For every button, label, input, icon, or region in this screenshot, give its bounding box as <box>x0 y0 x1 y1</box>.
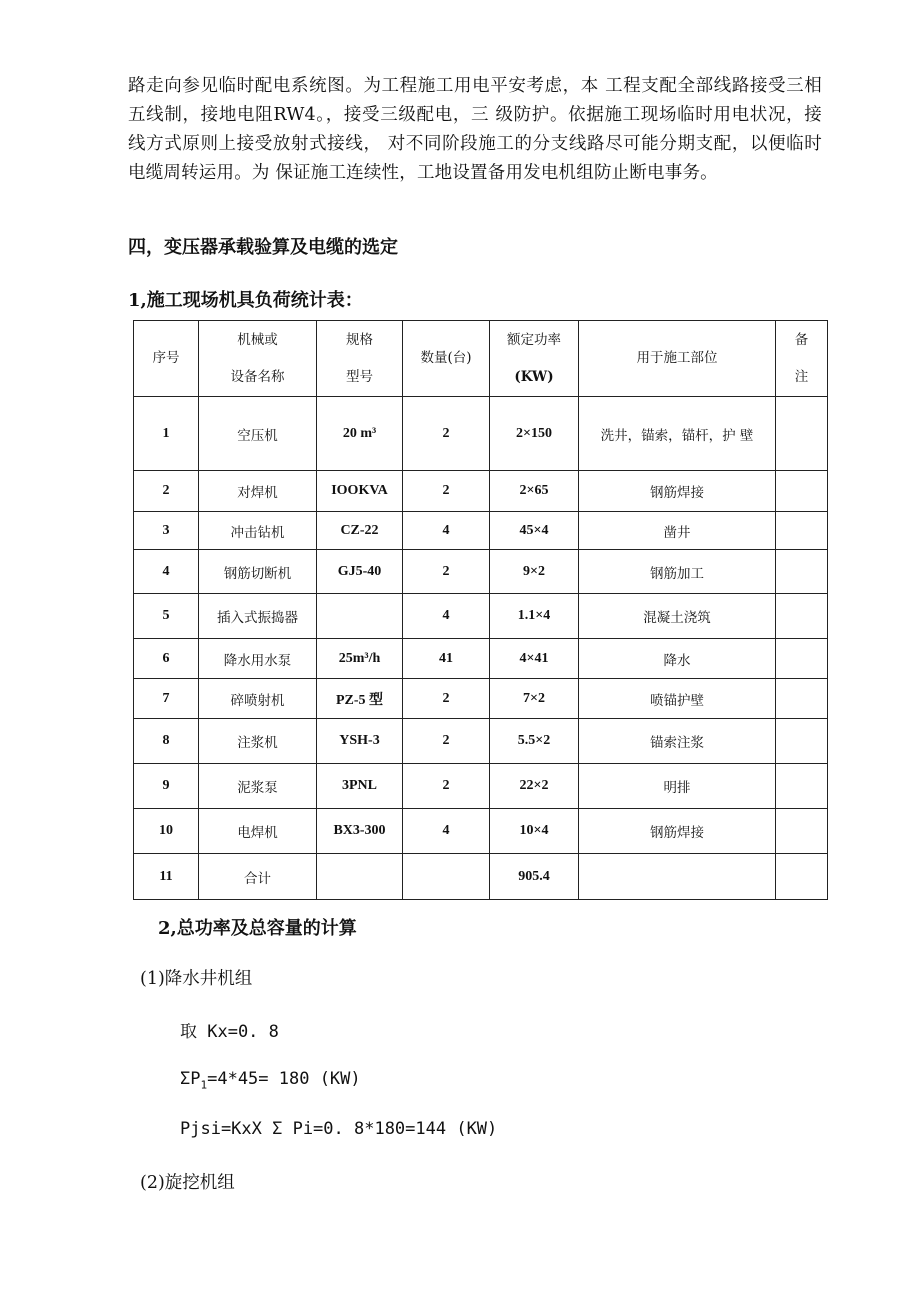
cell-name: 合计 <box>199 854 317 900</box>
cell-usage: 钢筋焊接 <box>579 471 776 512</box>
pjs-line: Pjsi=KxX Σ Pi=0. 8*180=144 (KW) <box>180 1119 498 1139</box>
table-row <box>134 679 828 719</box>
cell-spec: PZ-5 型 <box>317 679 403 719</box>
cell-usage: 凿井 <box>579 512 776 550</box>
sum-rest: =4*45= 180 (KW) <box>207 1069 361 1089</box>
cell-name: 空压机 <box>199 397 317 471</box>
cell-name: 碎喷射机 <box>199 679 317 719</box>
cell-spec: BX3-300 <box>317 809 403 854</box>
cell-usage: 降水 <box>579 639 776 679</box>
cell-qty: 2 <box>403 397 490 471</box>
cell-no: 7 <box>134 679 199 719</box>
table-row <box>134 764 828 809</box>
table-row <box>134 639 828 679</box>
table-row <box>134 397 828 471</box>
cell-qty: 2 <box>403 550 490 594</box>
cell-name: 泥浆泵 <box>199 764 317 809</box>
cell-no: 8 <box>134 719 199 764</box>
cell-no: 4 <box>134 550 199 594</box>
cell-no: 6 <box>134 639 199 679</box>
cell-usage: 明排 <box>579 764 776 809</box>
cell-usage: 锚索注浆 <box>579 719 776 764</box>
cell-remark <box>776 719 828 764</box>
cell-power: 1.1×4 <box>490 594 579 639</box>
cell-qty: 2 <box>403 719 490 764</box>
cell-power: 2×150 <box>490 397 579 471</box>
cell-spec: YSH-3 <box>317 719 403 764</box>
cell-remark <box>776 679 828 719</box>
cell-name: 电焊机 <box>199 809 317 854</box>
cell-power: 22×2 <box>490 764 579 809</box>
cell-name: 钢筋切断机 <box>199 550 317 594</box>
section-title: 四，变压器承载验算及电缆的选定 <box>128 237 398 258</box>
header-spec: 规格 型号 <box>317 321 403 397</box>
intro-paragraph: 路走向参见临时配电系统图。为工程施工用电平安考虑，本 工程支配全部线路接受三相五线制，接地电阻RW4。，接受三级配电，三 级防护。依据施工现场临时用电状况，接线方式原则上接受放射式接线， 对不同阶段施工的分支线路尽可能分期支配，以便临时电缆周转运用。为 保证施工连续性，工地设置备用发电机组防止断电事务。 <box>128 76 822 183</box>
equipment-load-table <box>133 320 828 900</box>
header-usage: 用于施工部位 <box>579 321 776 397</box>
header-remark: 备 注 <box>776 321 828 397</box>
table-row <box>134 512 828 550</box>
cell-name: 降水用水泵 <box>199 639 317 679</box>
cell-qty: 2 <box>403 471 490 512</box>
cell-power: 9×2 <box>490 550 579 594</box>
table-row <box>134 854 828 900</box>
table-row <box>134 809 828 854</box>
cell-power: 2×65 <box>490 471 579 512</box>
cell-power: 7×2 <box>490 679 579 719</box>
table-row <box>134 719 828 764</box>
cell-qty: 4 <box>403 809 490 854</box>
cell-usage <box>579 854 776 900</box>
group2-title: (2)旋挖机组 <box>140 1173 235 1193</box>
cell-no: 2 <box>134 471 199 512</box>
cell-usage: 钢筋加工 <box>579 550 776 594</box>
cell-power: 905.4 <box>490 854 579 900</box>
cell-usage: 钢筋焊接 <box>579 809 776 854</box>
cell-name: 冲击钻机 <box>199 512 317 550</box>
cell-power: 45×4 <box>490 512 579 550</box>
cell-no: 1 <box>134 397 199 471</box>
cell-qty <box>403 854 490 900</box>
cell-remark <box>776 471 828 512</box>
header-no: 序号 <box>134 321 199 397</box>
cell-qty: 41 <box>403 639 490 679</box>
cell-power: 10×4 <box>490 809 579 854</box>
cell-no: 10 <box>134 809 199 854</box>
cell-usage: 混凝土浇筑 <box>579 594 776 639</box>
header-name: 机械或 设备名称 <box>199 321 317 397</box>
cell-usage: 喷锚护壁 <box>579 679 776 719</box>
sum-p1-line <box>180 1069 361 1091</box>
subsection-1-title: 1,施工现场机具负荷统计表： <box>128 290 363 311</box>
cell-spec: CZ-22 <box>317 512 403 550</box>
cell-qty: 2 <box>403 764 490 809</box>
cell-remark <box>776 809 828 854</box>
cell-power: 5.5×2 <box>490 719 579 764</box>
table-row <box>134 471 828 512</box>
cell-remark <box>776 512 828 550</box>
cell-remark <box>776 854 828 900</box>
cell-remark <box>776 397 828 471</box>
cell-remark <box>776 639 828 679</box>
group1-title: (1)降水井机组 <box>140 969 253 989</box>
cell-spec: GJ5-40 <box>317 550 403 594</box>
cell-remark <box>776 594 828 639</box>
table-header-row <box>134 321 828 397</box>
sum-subscript: 1 <box>200 1078 208 1092</box>
cell-remark <box>776 550 828 594</box>
cell-qty: 2 <box>403 679 490 719</box>
cell-spec <box>317 594 403 639</box>
cell-qty: 4 <box>403 594 490 639</box>
cell-usage: 洗井，锚索，锚杆，护 壁 <box>579 397 776 471</box>
subsection-2-title: 2,总功率及总容量的计算 <box>158 918 357 939</box>
cell-name: 对焊机 <box>199 471 317 512</box>
cell-no: 5 <box>134 594 199 639</box>
cell-qty: 4 <box>403 512 490 550</box>
sum-sigma: ΣP <box>180 1069 201 1089</box>
cell-no: 9 <box>134 764 199 809</box>
header-qty: 数量(台) <box>403 321 490 397</box>
cell-spec: 20 m³ <box>317 397 403 471</box>
cell-name: 插入式振捣器 <box>199 594 317 639</box>
cell-spec: 25m³/h <box>317 639 403 679</box>
cell-name: 注浆机 <box>199 719 317 764</box>
cell-spec: 3PNL <box>317 764 403 809</box>
cell-spec <box>317 854 403 900</box>
cell-no: 3 <box>134 512 199 550</box>
header-power: 额定功率 (KW) <box>490 321 579 397</box>
cell-remark <box>776 764 828 809</box>
table-row <box>134 594 828 639</box>
kx-line: 取 Kx=0. 8 <box>180 1022 279 1042</box>
cell-power: 4×41 <box>490 639 579 679</box>
cell-no: 11 <box>134 854 199 900</box>
table-row <box>134 550 828 594</box>
cell-spec: IOOKVA <box>317 471 403 512</box>
